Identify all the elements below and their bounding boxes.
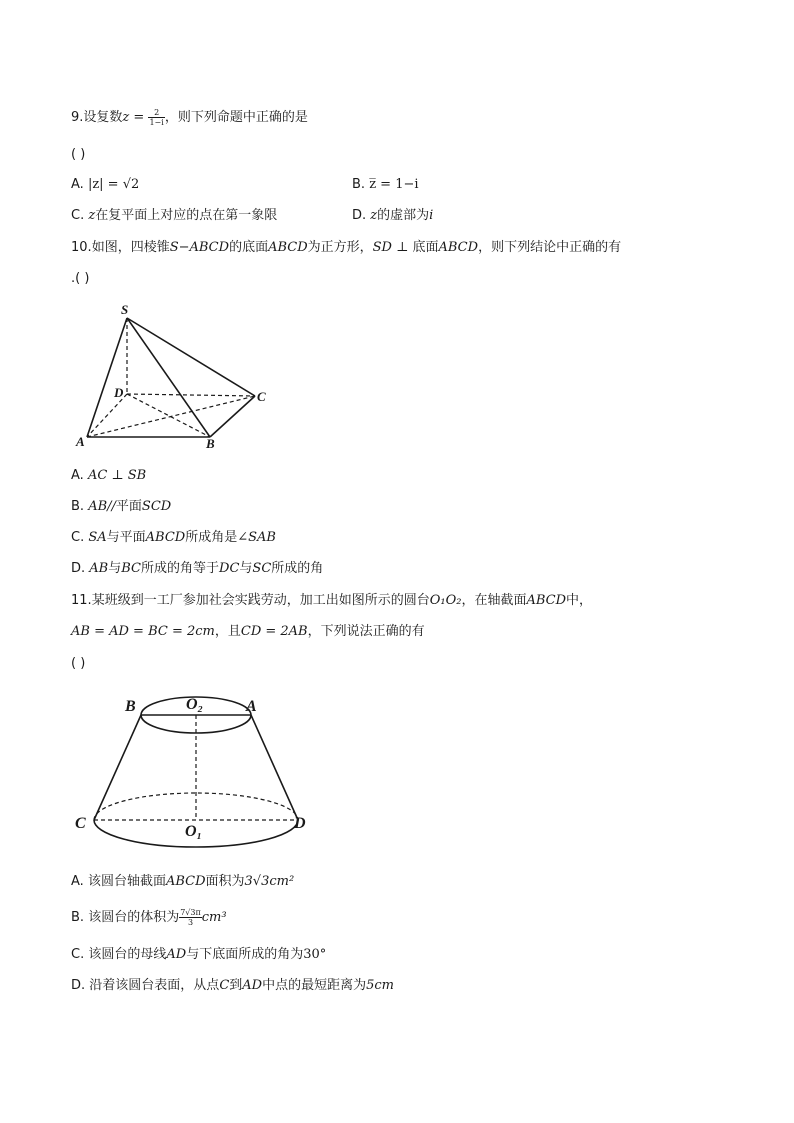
edge-dc-hidden <box>127 394 255 396</box>
edge-sa <box>87 318 127 437</box>
q10-option-c: C. SA与平面ABCD所成角是∠SAB <box>71 530 276 545</box>
q10-answer-paren: .( ) <box>71 271 90 286</box>
q9-number: 9. <box>71 110 84 125</box>
label-b: B <box>206 436 215 451</box>
q11-option-a: A. 该圆台轴截面ABCD面积为3√3cm² <box>71 874 295 889</box>
edge-sc <box>127 318 255 396</box>
q9-answer-paren: ( ) <box>71 147 86 162</box>
label-o1: O₁ <box>185 823 203 840</box>
label-c: C <box>257 389 266 404</box>
label-o2: O₂ <box>186 696 204 713</box>
q9-fraction: $\frac{2}{1-i}$ <box>149 108 164 127</box>
label-a: A <box>76 434 85 449</box>
generatrix-ad <box>251 715 298 820</box>
q10-option-d: D. AB与BC所成的角等于DC与SC所成的角 <box>71 561 324 576</box>
q9-option-a: A. |z| = √2 <box>71 177 140 192</box>
edge-da-hidden <box>87 394 127 437</box>
q9-option-b: B. z̅ = 1−i <box>352 177 419 192</box>
diagonal-db-hidden <box>127 394 210 437</box>
q9-option-c: C. z在复平面上对应的点在第一象限 <box>71 208 278 223</box>
label-a: A <box>246 698 257 715</box>
q10-option-a: A. AC ⊥ SB <box>71 468 147 483</box>
q11-stem-line2: AB = AD = BC = 2cm，且CD = 2AB，下列说法正确的有 <box>71 624 425 639</box>
label-d: D <box>114 385 124 400</box>
edge-sb <box>127 318 210 437</box>
q10-number: 10. <box>71 240 92 255</box>
q11-option-c: C. 该圆台的母线AD与下底面所成的角为30° <box>71 947 327 962</box>
generatrix-bc <box>94 715 141 820</box>
edge-bc <box>210 396 255 437</box>
q11-stem: 11.某班级到一工厂参加社会实践劳动，加工出如图所示的圆台O₁O₂，在轴截面ABCD中， <box>71 593 593 608</box>
q11-volume-fraction: $\frac{7√3\pi}{3}$ <box>180 908 201 927</box>
q11-number: 11. <box>71 593 92 608</box>
q11-answer-paren: ( ) <box>71 656 86 671</box>
q10-stem: 10.如图，四棱锥S−ABCD的底面ABCD为正方形，SD ⊥ 底面ABCD，则下列结论中正确的有 <box>71 240 622 255</box>
q11-option-b: B. 该圆台的体积为 $\frac{7√3\pi}{3}$ cm³ <box>71 908 227 927</box>
pyramid-figure <box>70 300 280 452</box>
q9-stem: 9.设复数z = $\frac{2}{1-i}$ ，则下列命题中正确的是 <box>71 108 308 127</box>
q9-option-d: D. z的虚部为i <box>352 208 434 223</box>
label-c: C <box>75 815 86 832</box>
q11-option-d: D. 沿着该圆台表面，从点C到AD中点的最短距离为5cm <box>71 978 394 993</box>
label-b: B <box>125 698 136 715</box>
label-s: S <box>121 302 129 317</box>
q10-option-b: B. AB//平面SCD <box>71 499 172 514</box>
label-d: D <box>294 815 306 832</box>
frustum-figure <box>72 690 322 850</box>
